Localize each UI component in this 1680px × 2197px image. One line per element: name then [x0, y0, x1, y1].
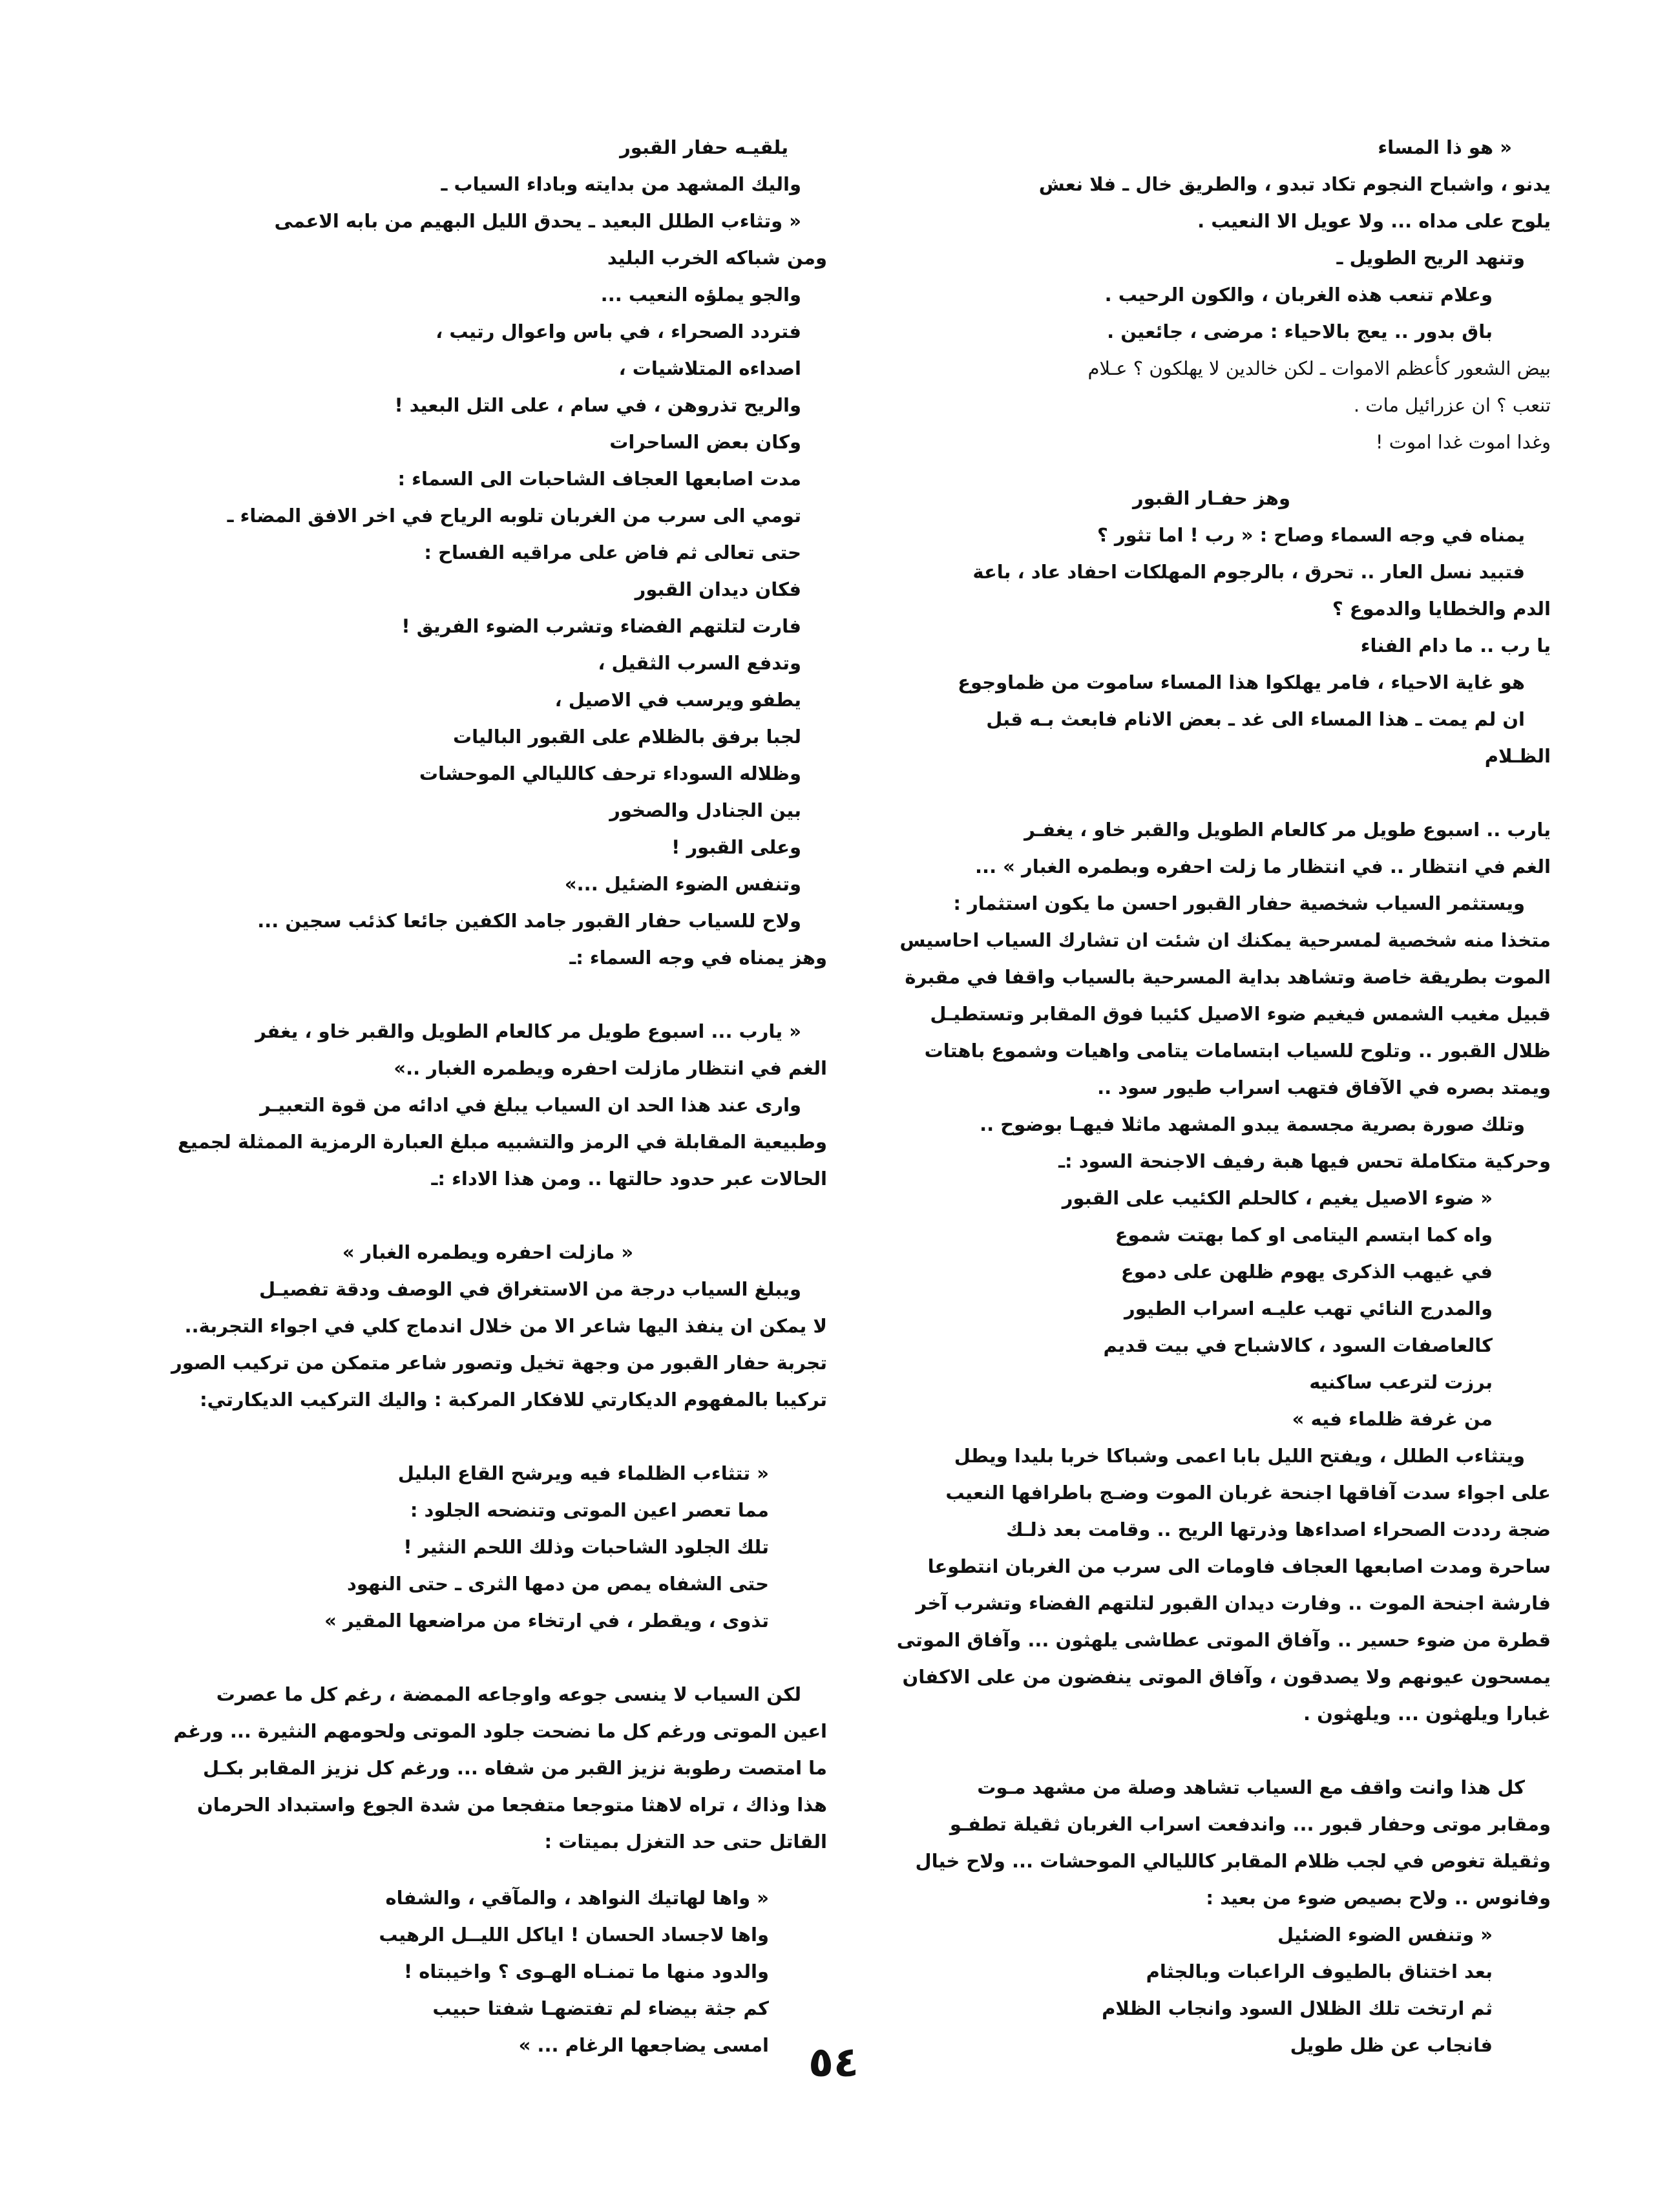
text-line: الدم والخطايا والدموع ؟	[1332, 598, 1551, 620]
text-line: ويمتد بصره في الآفاق فتهب اسراب طيور سود ..	[1097, 1077, 1551, 1098]
text-line: فارت لتلتهم الفضاء وتشرب الضوء الفريق !	[401, 615, 801, 637]
text-line: وهز يمناه في وجه السماء :ـ	[569, 947, 827, 969]
text-line: تلك الجلود الشاحبات وذلك اللحم النثير !	[403, 1536, 769, 1558]
text-line: ثم ارتخت تلك الظلال السود وانجاب الظلام	[1102, 1997, 1493, 2019]
text-line: امسى يضاجعها الرغام ... »	[518, 2034, 769, 2056]
text-line: مما تعصر اعين الموتى وتنضحه الجلود :	[410, 1499, 769, 1521]
text-line: يدنو ، واشباح النجوم تكاد تبدو ، والطريق خال ـ فلا نعش	[1038, 173, 1551, 195]
text-line: تركيبا بالمفهوم الديكارتي للافكار المركبة : واليك التركيب الديكارتي:	[200, 1389, 827, 1411]
text-line: اعين الموتى ورغم كل ما نضحت جلود الموتى ولحومهم النثيرة ... ورغم	[173, 1720, 827, 1742]
text-line: حتى الشفاه يمص من دمها الثرى ـ حتى النهود	[346, 1573, 769, 1595]
text-line: ضجة رددت الصحراء اصداءها وذرتها الريح .. وقامت بعد ذلـك	[1005, 1519, 1551, 1540]
text-line: باق بدور .. يعج بالاحياء : مرضى ، جائعين .	[1107, 321, 1493, 342]
text-line: مدت اصابعها العجاف الشاحبات الى السماء :	[397, 468, 801, 490]
text-line: « مازلت احفره ويطمره الغبار »	[342, 1241, 634, 1263]
text-line: « واها لهاتيك النواهد ، والمآقي ، والشفاه	[385, 1887, 769, 1909]
text-line: واه كما ابتسم اليتامى او كما بهتت شموع	[1115, 1224, 1493, 1246]
text-line: اصداءه المتلاشيات ،	[618, 357, 801, 379]
text-line: ما امتصت رطوبة نزيز القبر من شفاه ... ورغم كل نزيز المقابر بكـل	[202, 1757, 827, 1779]
text-line: بعد اختناق بالطيوف الراعبات وبالجثام	[1146, 1960, 1493, 1982]
text-line: الظـلام	[1484, 745, 1551, 767]
text-line: وطبيعية المقابلة في الرمز والتشبيه مبلغ العبارة الرمزية الممثلة لجميع	[177, 1131, 827, 1153]
text-line: قبيل مغيب الشمس فيغيم ضوء الاصيل كئيبا فوق المقابر وتستطيـل	[930, 1003, 1551, 1025]
text-line: فارشة اجنحة الموت .. وفارت ديدان القبور لتلتهم الفضاء وتشرب آخر	[916, 1592, 1551, 1614]
text-line: يطفو ويرسب في الاصيل ،	[554, 689, 801, 711]
text-line: قطرة من ضوء حسير .. وآفاق الموتى عطاشى يلهثون ... وآفاق الموتى	[896, 1629, 1551, 1651]
text-line: على اجواء سدت آفاقها اجنحة غربان الموت وضـج باطرافها النعيب	[945, 1482, 1551, 1504]
text-line: تذوى ، ويقطر ، في ارتخاء من مراضعها المقير »	[324, 1610, 769, 1632]
text-line: تومي الى سرب من الغربان تلوبه الرياح في اخر الافق المضاء ـ	[227, 505, 801, 527]
text-line: وارى عند هذا الحد ان السياب يبلغ في ادائه من قوة التعبيـر	[260, 1094, 801, 1116]
text-line: الحالات عبر حدود حالتها .. ومن هذا الاداء :ـ	[431, 1168, 827, 1190]
text-line: يارب .. اسبوع طويل مر كالعام الطويل والقبر خاو ، يغفـر	[1024, 819, 1551, 841]
text-line: والدود منها ما تمنـاه الهـوى ؟ واخيبتاه !	[403, 1960, 769, 1982]
paragraph-gap	[149, 1197, 827, 1234]
text-line: « ضوء الاصيل يغيم ، كالحلم الكئيب على القبور	[1062, 1187, 1493, 1209]
text-line: لجبا برفق بالظلام على القبور الباليات	[453, 726, 801, 748]
text-line: كل هذا وانت واقف مع السياب تشاهد وصلة من مشهد مـوت	[977, 1776, 1525, 1798]
text-line: يلوح على مداه ... ولا عويل الا النعيب .	[1197, 210, 1551, 232]
text-line: وتنفس الضوء الضئيل ...»	[564, 873, 801, 895]
text-line: تنعب ؟ ان عزرائيل مات .	[1353, 394, 1551, 416]
text-line: كالعاصفات السود ، كالاشباح في بيت قديم	[1103, 1334, 1493, 1356]
text-line: فتردد الصحراء ، في باس واعوال رتيب ،	[436, 321, 801, 342]
paragraph-gap	[872, 775, 1551, 812]
paragraph-gap	[872, 461, 1551, 480]
text-line: فتبيد نسل العار .. تحرق ، بالرجوم المهلكات احفاد عاد ، باعة	[972, 561, 1525, 583]
text-line: وتدفع السرب الثقيل ،	[598, 652, 801, 674]
text-line: وعلام تنعب هذه الغربان ، والكون الرحيب .	[1104, 284, 1493, 306]
text-line: وتلك صورة بصرية مجسمة يبدو المشهد ماثلا فيهـا بوضوح ..	[980, 1113, 1525, 1135]
text-line: في غيهب الذكرى يهوم ظلهن على دموع	[1120, 1261, 1493, 1283]
text-line: « تتثاءب الظلماء فيه ويرشح القاع البليل	[397, 1462, 769, 1484]
text-line: ساحرة ومدت اصابعها العجاف فاومات الى سرب من الغربان انتطوعا	[927, 1555, 1551, 1577]
text-line: من غرفة ظلماء فيه »	[1292, 1408, 1493, 1430]
text-line: « وتثاءب الطلل البعيد ـ يحدق الليل البهيم من بابه الاعمى	[274, 210, 801, 232]
text-line: لا يمكن ان ينفذ اليها شاعر الا من خلال اندماج كلي في اجواء التجربة..	[184, 1315, 827, 1337]
text-line: ويبلغ السياب درجة من الاستغراق في الوصف ودقة تفصيـل	[258, 1278, 801, 1300]
text-line: ومقابر موتى وحفار قبور ... واندفعت اسراب الغربان ثقيلة تطفـو	[949, 1813, 1551, 1835]
text-line: الغم في انتظار مازلت احفره ويطمره الغبار ..»	[394, 1057, 827, 1079]
text-line: بيض الشعور كأعظم الاموات ـ لكن خالدين لا يهلكون ؟ عـلام	[1087, 357, 1551, 379]
text-line: ويتثاءب الطلل ، ويفتح الليل بابا اعمى وشباكا خربا بليدا ويطل	[954, 1445, 1525, 1467]
text-line: بين الجنادل والصخور	[609, 799, 801, 821]
text-line: لكن السياب لا ينسى جوعه واوجاعه الممضة ، رغم كل ما عصرت	[216, 1683, 801, 1705]
text-line: وعلى القبور !	[671, 836, 801, 858]
text-line: فانجاب عن ظل طويل	[1290, 2034, 1493, 2056]
text-line: وهز حفـار القبور	[1132, 487, 1291, 509]
text-line: والمدرج النائي تهب عليـه اسراب الطيور	[1124, 1298, 1493, 1319]
text-line: القاتل حتى حد التغزل بميتات :	[544, 1831, 827, 1853]
text-line: الموت بطريقة خاصة وتشاهد بداية المسرحية بالسياب واقفا في مقبرة	[905, 966, 1551, 988]
text-line: حتى تعالى ثم فاض على مراقيه الفساح :	[424, 541, 801, 563]
text-line: ان لم يمت ـ هذا المساء الى غد ـ بعض الانام فابعث بـه قبل	[986, 708, 1525, 730]
text-line: والريح تذروهن ، في سام ، على التل البعيد !	[394, 394, 801, 416]
paragraph-gap	[149, 976, 827, 1013]
text-line: ومن شباكه الخرب البليد	[607, 247, 827, 269]
text-line: ظلال القبور .. وتلوح للسياب ابتسامات يتامى واهيات وشموع باهتات	[924, 1040, 1551, 1062]
text-line: يلقيـه حفار القبور	[620, 136, 788, 158]
text-line: وكان بعض الساحرات	[609, 431, 801, 453]
right-text-column	[872, 129, 1551, 2064]
text-line: واليك المشهد من بدايته وباداء السياب ـ	[441, 173, 801, 195]
text-line: فكان ديدان القبور	[635, 578, 801, 600]
text-line: ولاح للسياب حفار القبور جامد الكفين جائعا كذئب سجين ...	[257, 910, 801, 932]
text-line: وثقيلة تغوص في لجب ظلام المقابر كالليالي الموحشات ... ولاح خيال	[915, 1850, 1551, 1872]
text-line: « يارب ... اسبوع طويل مر كالعام الطويل والقبر خاو ، يغفر	[255, 1020, 801, 1042]
text-line: وتنهد الريح الطويل ـ	[1336, 247, 1525, 269]
text-line: هو غاية الاحياء ، فامر يهلكوا هذا المساء ساموت من ظماوجوع	[958, 671, 1525, 693]
text-line: تجربة حفار القبور من وجهة تخيل وتصور شاعر متمكن من تركيب الصور	[171, 1352, 827, 1374]
text-line: وفانوس .. ولاح بصيص ضوء من بعيد :	[1206, 1887, 1551, 1909]
text-line: يمناه في وجه السماء وصاح : « رب ! اما تثور ؟	[1097, 524, 1525, 546]
text-line: كم جثة بيضاء لم تفتضهـا شفتا حبيب	[432, 1997, 769, 2019]
text-line: ويستثمر السياب شخصية حفار القبور احسن ما يكون استثمار :	[953, 892, 1525, 914]
text-line: « وتنفس الضوء الضئيل	[1277, 1924, 1493, 1946]
text-line: متخذا منه شخصية لمسرحية يمكنك ان شئت ان تشارك السياب احاسيس	[899, 929, 1551, 951]
text-line: هذا وذاك ، تراه لاهثا متوجعا متفجعا من شدة الجوع واستبداد الحرمان	[197, 1794, 827, 1816]
text-line: يا رب .. ما دام الفناء	[1360, 635, 1551, 657]
paragraph-gap	[149, 1418, 827, 1455]
text-line: « هو ذا المساء	[1378, 136, 1512, 158]
paragraph-gap	[149, 1860, 827, 1880]
text-line: واها لاجساد الحسان ! اياكل الليــل الرهيب	[379, 1924, 769, 1946]
page-number: ٥٤	[808, 2039, 859, 2087]
text-line: وغدا اموت غدا اموت !	[1375, 431, 1551, 453]
paragraph-gap	[872, 1732, 1551, 1769]
text-line: يمسحون عيونهم ولا يصدقون ، وآفاق الموتى ينفضون من على الاكفان	[902, 1666, 1551, 1688]
left-text-column	[149, 129, 827, 2064]
text-line: وحركية متكاملة تحس فيها هبة رفيف الاجنحة السود :ـ	[1058, 1150, 1551, 1172]
paragraph-gap	[149, 1639, 827, 1676]
text-line: غبارا ويلهثون ... ويلهثون .	[1303, 1703, 1551, 1725]
text-line: والجو يملؤه النعيب ...	[600, 284, 801, 306]
text-line: برزت لترعب ساكنيه	[1309, 1371, 1493, 1393]
text-line: وظلاله السوداء ترحف كالليالي الموحشات	[419, 762, 801, 784]
text-line: الغم في انتظار .. في انتظار ما زلت احفره وبطمره الغبار » ...	[975, 856, 1551, 878]
